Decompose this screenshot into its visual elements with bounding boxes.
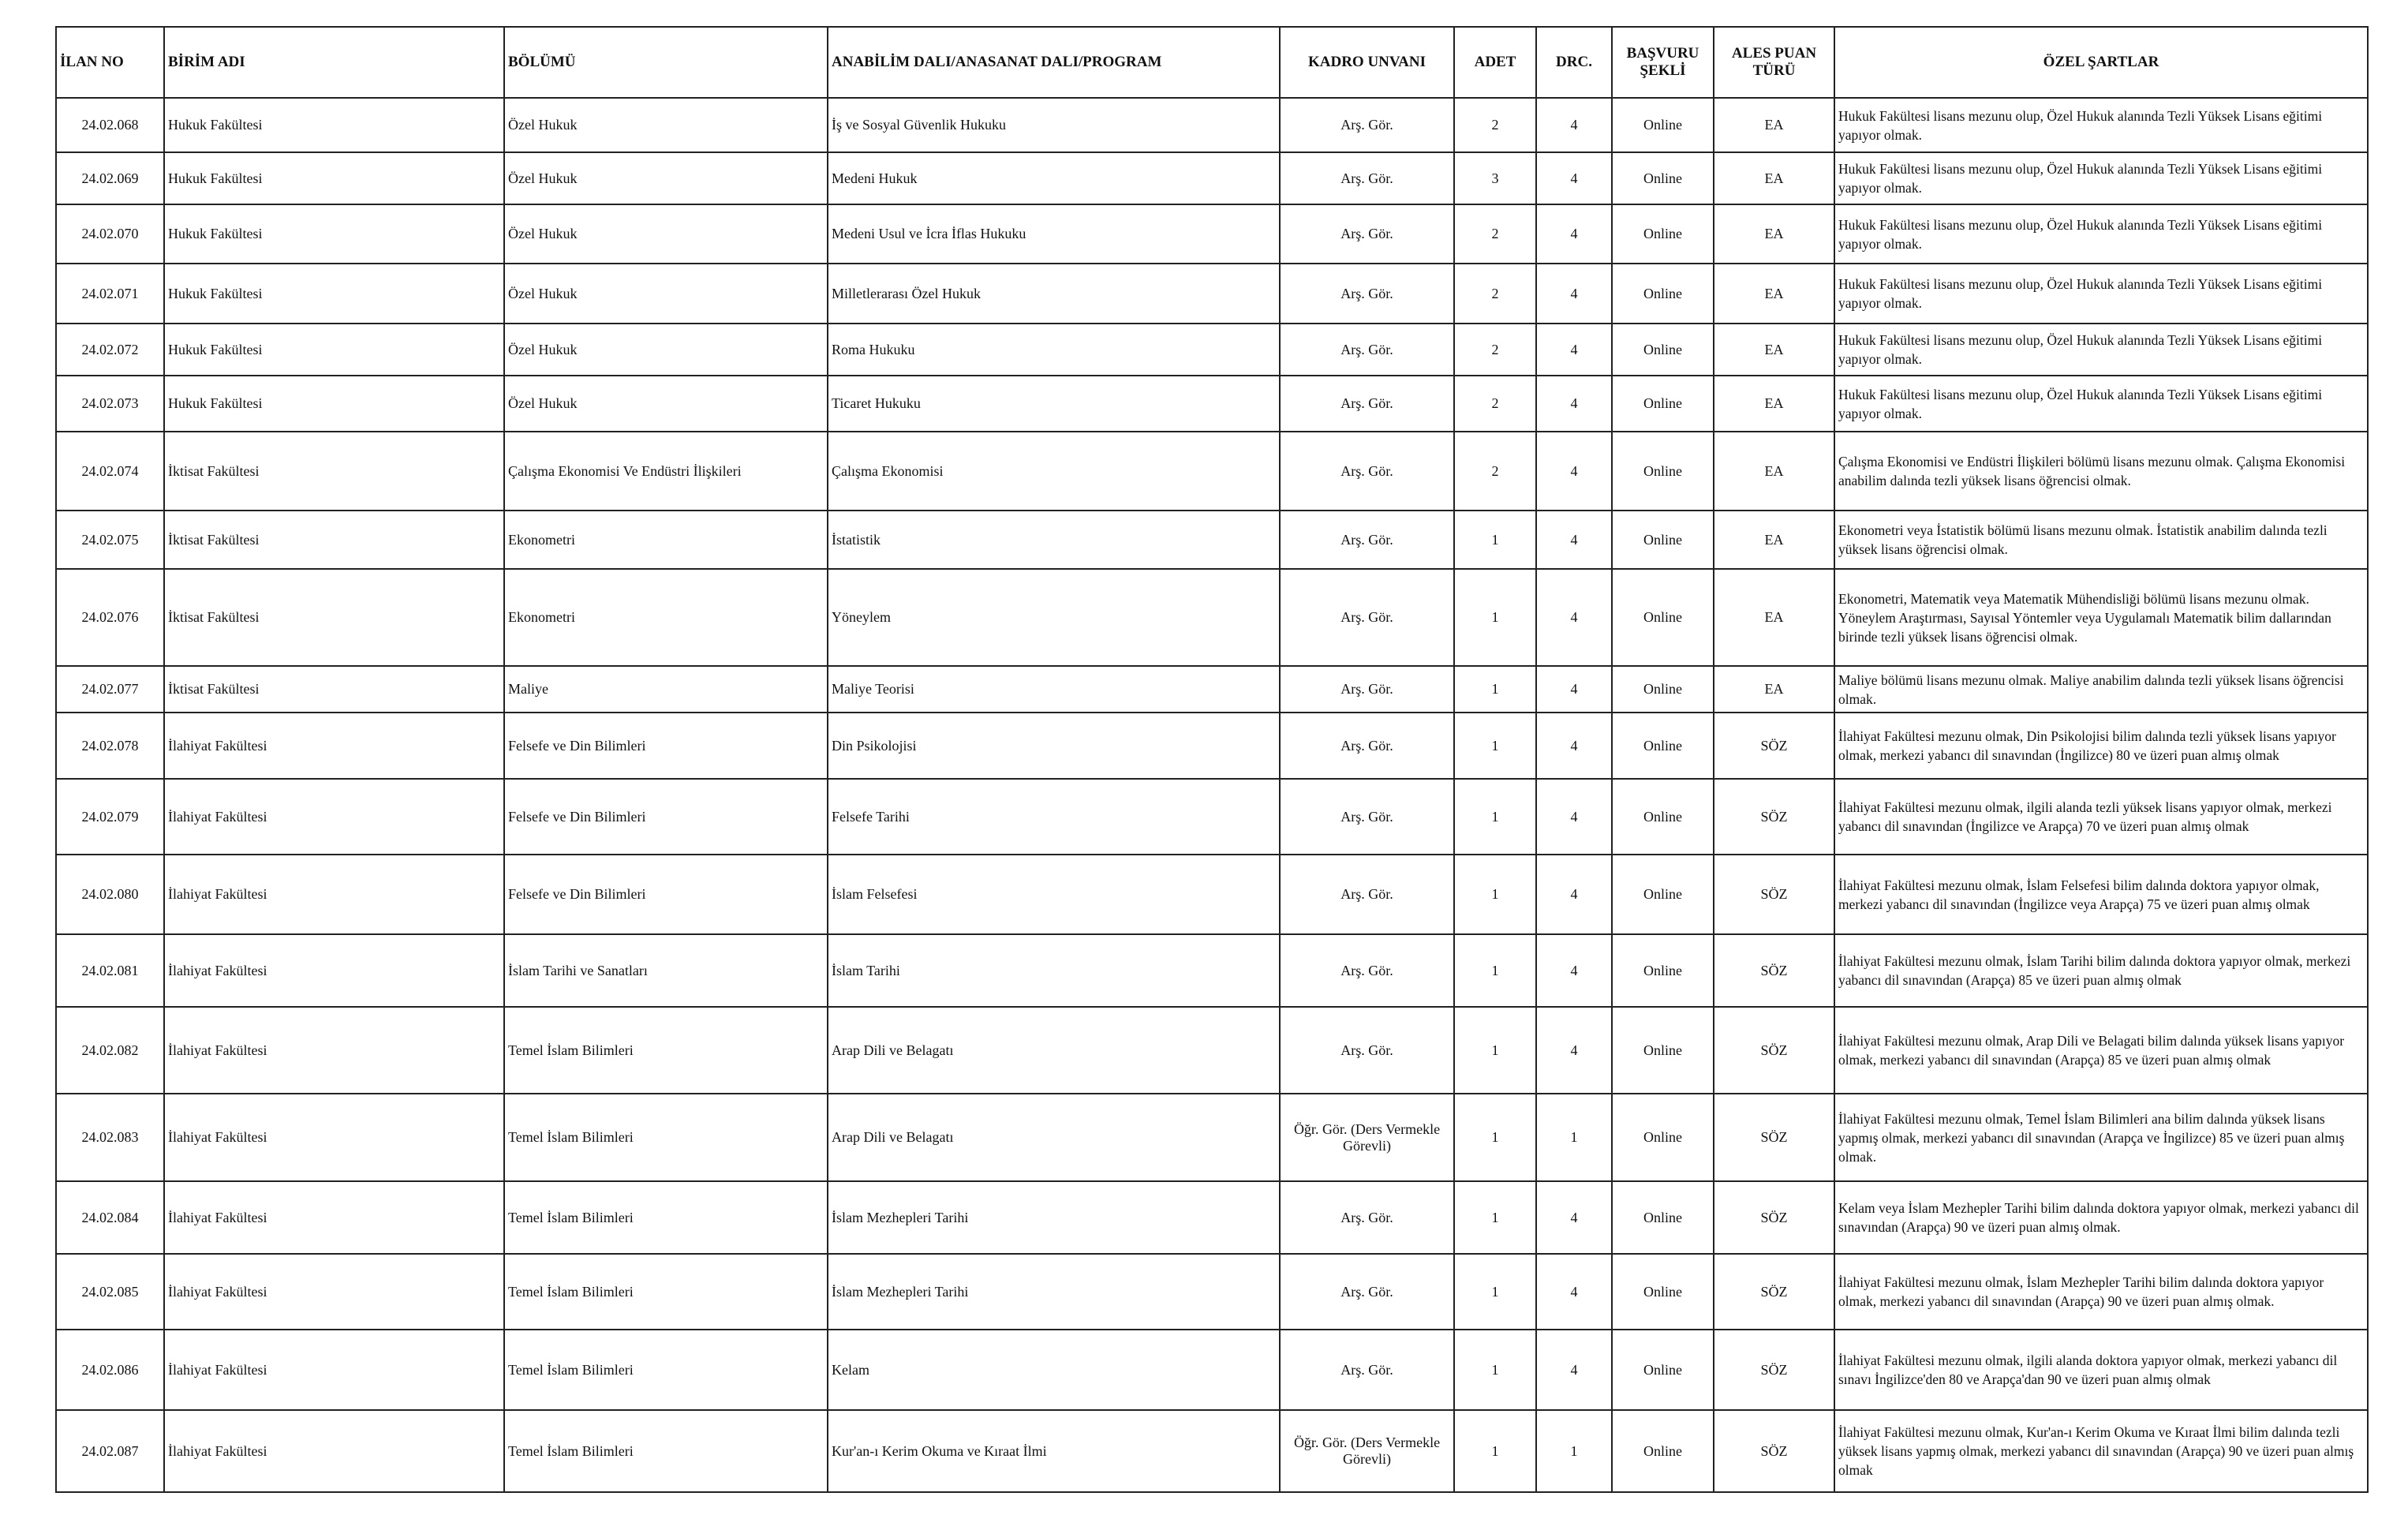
cell-ozel-sartlar: İlahiyat Fakültesi mezunu olmak, ilgili alanda tezli yüksek lisans yapıyor olmak, merkezi yabancı dil sınavından (İngilizce ve Arapça) 70 ve üzeri puan almış olmak (1834, 779, 2368, 855)
cell-ales-puan-turu: EA (1714, 204, 1834, 264)
cell-ilan-no: 24.02.074 (56, 432, 164, 511)
cell-ilan-no: 24.02.069 (56, 152, 164, 204)
cell-birim-adi: İktisat Fakültesi (164, 511, 504, 569)
cell-anabilim-dali: Din Psikolojisi (828, 713, 1280, 779)
cell-ozel-sartlar: İlahiyat Fakültesi mezunu olmak, Din Psikolojisi bilim dalında tezli yüksek lisans yapıyor olmak, merkezi yabancı dil sınavından (İngilizce) 80 ve üzeri puan almış olmak (1834, 713, 2368, 779)
cell-derece: 4 (1536, 569, 1612, 666)
cell-ozel-sartlar: İlahiyat Fakültesi mezunu olmak, Temel İslam Bilimleri ana bilim dalında yüksek lisans yapmış olmak, merkezi yabancı dil sınavından (Arapça ve İngilizce) 85 ve üzeri puan almış olmak. (1834, 1094, 2368, 1181)
cell-adet: 1 (1454, 1330, 1536, 1410)
header-birim-adi: BİRİM ADI (164, 27, 504, 98)
cell-derece: 4 (1536, 666, 1612, 713)
cell-birim-adi: İktisat Fakültesi (164, 666, 504, 713)
cell-adet: 1 (1454, 569, 1536, 666)
header-bolumu: BÖLÜMÜ (504, 27, 828, 98)
cell-birim-adi: Hukuk Fakültesi (164, 98, 504, 152)
cell-bolumu: Çalışma Ekonomisi Ve Endüstri İlişkileri (504, 432, 828, 511)
table-row (56, 666, 2368, 713)
cell-anabilim-dali: Roma Hukuku (828, 324, 1280, 376)
cell-ozel-sartlar: Ekonometri, Matematik veya Matematik Mühendisliği bölümü lisans mezunu olmak. Yöneylem Araştırması, Sayısal Yöntemler veya Uygulamalı Matematik bilim dallarından birinde tezli yüksek lisans öğrencisi olmak. (1834, 569, 2368, 666)
cell-derece: 4 (1536, 152, 1612, 204)
cell-ozel-sartlar: İlahiyat Fakültesi mezunu olmak, Arap Dili ve Belagati bilim dalında yüksek lisans yapıyor olmak, merkezi yabancı dil sınavından (Arapça) 85 ve üzeri puan almış olmak (1834, 1007, 2368, 1094)
cell-birim-adi: Hukuk Fakültesi (164, 324, 504, 376)
cell-birim-adi: İlahiyat Fakültesi (164, 934, 504, 1007)
cell-ozel-sartlar: Hukuk Fakültesi lisans mezunu olup, Özel Hukuk alanında Tezli Yüksek Lisans eğitimi yapıyor olmak. (1834, 376, 2368, 432)
cell-anabilim-dali: İş ve Sosyal Güvenlik Hukuku (828, 98, 1280, 152)
cell-ilan-no: 24.02.085 (56, 1254, 164, 1330)
cell-ales-puan-turu: SÖZ (1714, 1330, 1834, 1410)
cell-ales-puan-turu: EA (1714, 432, 1834, 511)
cell-kadro-unvani: Arş. Gör. (1280, 1181, 1454, 1254)
cell-bolumu: Felsefe ve Din Bilimleri (504, 855, 828, 934)
cell-derece: 4 (1536, 98, 1612, 152)
cell-basvuru-sekli: Online (1612, 713, 1714, 779)
cell-basvuru-sekli: Online (1612, 779, 1714, 855)
cell-kadro-unvani: Arş. Gör. (1280, 1007, 1454, 1094)
cell-bolumu: Ekonometri (504, 511, 828, 569)
cell-ales-puan-turu: EA (1714, 376, 1834, 432)
cell-kadro-unvani: Arş. Gör. (1280, 264, 1454, 324)
cell-kadro-unvani: Arş. Gör. (1280, 855, 1454, 934)
cell-birim-adi: Hukuk Fakültesi (164, 152, 504, 204)
cell-derece: 4 (1536, 432, 1612, 511)
cell-anabilim-dali: İstatistik (828, 511, 1280, 569)
cell-bolumu: Maliye (504, 666, 828, 713)
cell-derece: 4 (1536, 511, 1612, 569)
table-row (56, 324, 2368, 376)
cell-derece: 4 (1536, 324, 1612, 376)
cell-derece: 1 (1536, 1410, 1612, 1492)
header-adet: ADET (1454, 27, 1536, 98)
header-row (56, 27, 2368, 98)
cell-adet: 2 (1454, 376, 1536, 432)
cell-adet: 1 (1454, 1094, 1536, 1181)
cell-ales-puan-turu: SÖZ (1714, 1094, 1834, 1181)
cell-ilan-no: 24.02.073 (56, 376, 164, 432)
cell-basvuru-sekli: Online (1612, 152, 1714, 204)
table-row (56, 934, 2368, 1007)
cell-ilan-no: 24.02.076 (56, 569, 164, 666)
cell-ozel-sartlar: İlahiyat Fakültesi mezunu olmak, Kur'an-ı Kerim Okuma ve Kıraat İlmi bilim dalında tezli yüksek lisans yapmış olmak, merkezi yabancı dil sınavından (Arapça) 90 ve üzeri puan almış olmak (1834, 1410, 2368, 1492)
cell-kadro-unvani: Arş. Gör. (1280, 152, 1454, 204)
cell-derece: 4 (1536, 204, 1612, 264)
cell-derece: 4 (1536, 264, 1612, 324)
cell-anabilim-dali: Arap Dili ve Belagatı (828, 1094, 1280, 1181)
cell-adet: 1 (1454, 855, 1536, 934)
table-row (56, 1181, 2368, 1254)
cell-birim-adi: Hukuk Fakültesi (164, 204, 504, 264)
cell-ilan-no: 24.02.081 (56, 934, 164, 1007)
cell-bolumu: Felsefe ve Din Bilimleri (504, 713, 828, 779)
cell-ales-puan-turu: EA (1714, 152, 1834, 204)
cell-derece: 1 (1536, 1094, 1612, 1181)
cell-basvuru-sekli: Online (1612, 264, 1714, 324)
cell-bolumu: Temel İslam Bilimleri (504, 1094, 828, 1181)
cell-anabilim-dali: Arap Dili ve Belagatı (828, 1007, 1280, 1094)
cell-adet: 3 (1454, 152, 1536, 204)
table-row (56, 98, 2368, 152)
cell-basvuru-sekli: Online (1612, 855, 1714, 934)
cell-birim-adi: İlahiyat Fakültesi (164, 1254, 504, 1330)
cell-basvuru-sekli: Online (1612, 376, 1714, 432)
cell-ozel-sartlar: İlahiyat Fakültesi mezunu olmak, İslam Mezhepler Tarihi bilim dalında doktora yapıyor olmak, merkezi yabancı dil sınavından (Arapça) 90 ve üzeri puan almış olmak. (1834, 1254, 2368, 1330)
cell-kadro-unvani: Arş. Gör. (1280, 204, 1454, 264)
cell-ilan-no: 24.02.087 (56, 1410, 164, 1492)
cell-bolumu: Temel İslam Bilimleri (504, 1181, 828, 1254)
cell-kadro-unvani: Arş. Gör. (1280, 779, 1454, 855)
cell-derece: 4 (1536, 779, 1612, 855)
cell-bolumu: Ekonometri (504, 569, 828, 666)
cell-ilan-no: 24.02.075 (56, 511, 164, 569)
cell-ilan-no: 24.02.080 (56, 855, 164, 934)
cell-basvuru-sekli: Online (1612, 324, 1714, 376)
table-row (56, 511, 2368, 569)
table-row (56, 569, 2368, 666)
cell-bolumu: Özel Hukuk (504, 152, 828, 204)
cell-adet: 1 (1454, 1007, 1536, 1094)
cell-ales-puan-turu: SÖZ (1714, 779, 1834, 855)
cell-bolumu: Temel İslam Bilimleri (504, 1254, 828, 1330)
cell-anabilim-dali: Medeni Hukuk (828, 152, 1280, 204)
cell-basvuru-sekli: Online (1612, 432, 1714, 511)
cell-anabilim-dali: İslam Mezhepleri Tarihi (828, 1254, 1280, 1330)
cell-ozel-sartlar: İlahiyat Fakültesi mezunu olmak, ilgili alanda doktora yapıyor olmak, merkezi yabancı dil sınavı İngilizce'den 80 ve Arapça'dan 90 ve üzeri puan almış olmak (1834, 1330, 2368, 1410)
cell-basvuru-sekli: Online (1612, 204, 1714, 264)
cell-kadro-unvani: Arş. Gör. (1280, 1254, 1454, 1330)
cell-ilan-no: 24.02.082 (56, 1007, 164, 1094)
cell-ozel-sartlar: Maliye bölümü lisans mezunu olmak. Maliye anabilim dalında tezli yüksek lisans öğrencisi olmak. (1834, 666, 2368, 713)
cell-ales-puan-turu: EA (1714, 98, 1834, 152)
cell-derece: 4 (1536, 934, 1612, 1007)
cell-kadro-unvani: Arş. Gör. (1280, 569, 1454, 666)
cell-adet: 1 (1454, 1181, 1536, 1254)
cell-adet: 2 (1454, 204, 1536, 264)
cell-anabilim-dali: Yöneylem (828, 569, 1280, 666)
job-listing-table (55, 26, 2369, 1493)
table-row (56, 779, 2368, 855)
cell-anabilim-dali: Medeni Usul ve İcra İflas Hukuku (828, 204, 1280, 264)
cell-ales-puan-turu: SÖZ (1714, 1181, 1834, 1254)
cell-bolumu: Özel Hukuk (504, 204, 828, 264)
cell-ales-puan-turu: EA (1714, 666, 1834, 713)
cell-kadro-unvani: Öğr. Gör. (Ders Vermekle Görevli) (1280, 1094, 1454, 1181)
cell-birim-adi: İlahiyat Fakültesi (164, 779, 504, 855)
cell-ilan-no: 24.02.070 (56, 204, 164, 264)
cell-anabilim-dali: Kur'an-ı Kerim Okuma ve Kıraat İlmi (828, 1410, 1280, 1492)
cell-ales-puan-turu: EA (1714, 324, 1834, 376)
cell-ozel-sartlar: Çalışma Ekonomisi ve Endüstri İlişkileri bölümü lisans mezunu olmak. Çalışma Ekonomisi anabilim dalında tezli yüksek lisans öğrencisi olmak. (1834, 432, 2368, 511)
cell-birim-adi: İlahiyat Fakültesi (164, 1181, 504, 1254)
cell-ales-puan-turu: EA (1714, 264, 1834, 324)
cell-basvuru-sekli: Online (1612, 1254, 1714, 1330)
cell-ilan-no: 24.02.068 (56, 98, 164, 152)
cell-birim-adi: İlahiyat Fakültesi (164, 1007, 504, 1094)
cell-kadro-unvani: Arş. Gör. (1280, 98, 1454, 152)
table-row (56, 1007, 2368, 1094)
cell-ozel-sartlar: Kelam veya İslam Mezhepler Tarihi bilim dalında doktora yapıyor olmak, merkezi yabancı dil sınavından (Arapça) 90 ve üzeri puan almış olmak. (1834, 1181, 2368, 1254)
cell-ales-puan-turu: EA (1714, 511, 1834, 569)
table-row (56, 1094, 2368, 1181)
table-row (56, 264, 2368, 324)
cell-adet: 2 (1454, 324, 1536, 376)
header-ales-puan-turu: ALES PUAN TÜRÜ (1714, 27, 1834, 98)
table-row (56, 152, 2368, 204)
cell-kadro-unvani: Arş. Gör. (1280, 432, 1454, 511)
cell-derece: 4 (1536, 855, 1612, 934)
cell-bolumu: Özel Hukuk (504, 98, 828, 152)
cell-adet: 1 (1454, 934, 1536, 1007)
cell-ozel-sartlar: Hukuk Fakültesi lisans mezunu olup, Özel Hukuk alanında Tezli Yüksek Lisans eğitimi yapıyor olmak. (1834, 98, 2368, 152)
table-row (56, 1254, 2368, 1330)
cell-bolumu: Temel İslam Bilimleri (504, 1330, 828, 1410)
cell-basvuru-sekli: Online (1612, 934, 1714, 1007)
cell-birim-adi: İlahiyat Fakültesi (164, 713, 504, 779)
cell-kadro-unvani: Arş. Gör. (1280, 666, 1454, 713)
cell-anabilim-dali: Maliye Teorisi (828, 666, 1280, 713)
cell-ozel-sartlar: Ekonometri veya İstatistik bölümü lisans mezunu olmak. İstatistik anabilim dalında tezli yüksek lisans öğrencisi olmak. (1834, 511, 2368, 569)
cell-adet: 1 (1454, 1254, 1536, 1330)
cell-anabilim-dali: Milletlerarası Özel Hukuk (828, 264, 1280, 324)
cell-bolumu: Özel Hukuk (504, 376, 828, 432)
header-ozel-sartlar: ÖZEL ŞARTLAR (1834, 27, 2368, 98)
table-row (56, 204, 2368, 264)
cell-ales-puan-turu: SÖZ (1714, 934, 1834, 1007)
cell-derece: 4 (1536, 1254, 1612, 1330)
cell-bolumu: Temel İslam Bilimleri (504, 1007, 828, 1094)
cell-ilan-no: 24.02.078 (56, 713, 164, 779)
table-row (56, 1330, 2368, 1410)
cell-anabilim-dali: Felsefe Tarihi (828, 779, 1280, 855)
cell-ozel-sartlar: Hukuk Fakültesi lisans mezunu olup, Özel Hukuk alanında Tezli Yüksek Lisans eğitimi yapıyor olmak. (1834, 152, 2368, 204)
table-row (56, 713, 2368, 779)
cell-ales-puan-turu: SÖZ (1714, 1007, 1834, 1094)
cell-adet: 1 (1454, 713, 1536, 779)
cell-adet: 2 (1454, 98, 1536, 152)
cell-anabilim-dali: Çalışma Ekonomisi (828, 432, 1280, 511)
cell-ales-puan-turu: SÖZ (1714, 1410, 1834, 1492)
cell-basvuru-sekli: Online (1612, 1181, 1714, 1254)
cell-anabilim-dali: İslam Felsefesi (828, 855, 1280, 934)
cell-bolumu: Özel Hukuk (504, 264, 828, 324)
cell-kadro-unvani: Arş. Gör. (1280, 324, 1454, 376)
cell-basvuru-sekli: Online (1612, 569, 1714, 666)
header-ilan-no: İLAN NO (56, 27, 164, 98)
cell-derece: 4 (1536, 1181, 1612, 1254)
cell-ilan-no: 24.02.083 (56, 1094, 164, 1181)
cell-adet: 2 (1454, 432, 1536, 511)
cell-birim-adi: İktisat Fakültesi (164, 432, 504, 511)
cell-adet: 1 (1454, 511, 1536, 569)
header-anabilim-dali: ANABİLİM DALI/ANASANAT DALI/PROGRAM (828, 27, 1280, 98)
cell-ilan-no: 24.02.084 (56, 1181, 164, 1254)
table-row (56, 1410, 2368, 1492)
cell-anabilim-dali: Ticaret Hukuku (828, 376, 1280, 432)
cell-birim-adi: İlahiyat Fakültesi (164, 855, 504, 934)
cell-bolumu: Özel Hukuk (504, 324, 828, 376)
cell-bolumu: İslam Tarihi ve Sanatları (504, 934, 828, 1007)
table-row (56, 432, 2368, 511)
cell-ilan-no: 24.02.072 (56, 324, 164, 376)
cell-anabilim-dali: Kelam (828, 1330, 1280, 1410)
cell-ales-puan-turu: EA (1714, 569, 1834, 666)
table-row (56, 855, 2368, 934)
cell-ilan-no: 24.02.077 (56, 666, 164, 713)
cell-anabilim-dali: İslam Mezhepleri Tarihi (828, 1181, 1280, 1254)
cell-basvuru-sekli: Online (1612, 1330, 1714, 1410)
cell-ozel-sartlar: Hukuk Fakültesi lisans mezunu olup, Özel Hukuk alanında Tezli Yüksek Lisans eğitimi yapıyor olmak. (1834, 264, 2368, 324)
cell-ales-puan-turu: SÖZ (1714, 855, 1834, 934)
cell-birim-adi: Hukuk Fakültesi (164, 264, 504, 324)
cell-ozel-sartlar: Hukuk Fakültesi lisans mezunu olup, Özel Hukuk alanında Tezli Yüksek Lisans eğitimi yapıyor olmak. (1834, 204, 2368, 264)
cell-bolumu: Temel İslam Bilimleri (504, 1410, 828, 1492)
cell-ales-puan-turu: SÖZ (1714, 713, 1834, 779)
cell-ilan-no: 24.02.079 (56, 779, 164, 855)
cell-kadro-unvani: Arş. Gör. (1280, 713, 1454, 779)
cell-kadro-unvani: Arş. Gör. (1280, 934, 1454, 1007)
cell-adet: 1 (1454, 779, 1536, 855)
cell-adet: 1 (1454, 1410, 1536, 1492)
cell-basvuru-sekli: Online (1612, 666, 1714, 713)
cell-ozel-sartlar: İlahiyat Fakültesi mezunu olmak, İslam Felsefesi bilim dalında doktora yapıyor olmak, merkezi yabancı dil sınavından (İngilizce veya Arapça) 75 ve üzeri puan almış olmak (1834, 855, 2368, 934)
cell-bolumu: Felsefe ve Din Bilimleri (504, 779, 828, 855)
cell-derece: 4 (1536, 1330, 1612, 1410)
cell-basvuru-sekli: Online (1612, 1410, 1714, 1492)
cell-ales-puan-turu: SÖZ (1714, 1254, 1834, 1330)
cell-birim-adi: İlahiyat Fakültesi (164, 1330, 504, 1410)
cell-kadro-unvani: Arş. Gör. (1280, 376, 1454, 432)
cell-derece: 4 (1536, 376, 1612, 432)
cell-birim-adi: İlahiyat Fakültesi (164, 1410, 504, 1492)
header-derece: DRC. (1536, 27, 1612, 98)
cell-ozel-sartlar: Hukuk Fakültesi lisans mezunu olup, Özel Hukuk alanında Tezli Yüksek Lisans eğitimi yapıyor olmak. (1834, 324, 2368, 376)
cell-kadro-unvani: Arş. Gör. (1280, 511, 1454, 569)
cell-basvuru-sekli: Online (1612, 1007, 1714, 1094)
cell-adet: 2 (1454, 264, 1536, 324)
cell-anabilim-dali: İslam Tarihi (828, 934, 1280, 1007)
cell-ilan-no: 24.02.071 (56, 264, 164, 324)
cell-kadro-unvani: Arş. Gör. (1280, 1330, 1454, 1410)
cell-derece: 4 (1536, 713, 1612, 779)
cell-birim-adi: Hukuk Fakültesi (164, 376, 504, 432)
cell-adet: 1 (1454, 666, 1536, 713)
cell-basvuru-sekli: Online (1612, 511, 1714, 569)
cell-birim-adi: İktisat Fakültesi (164, 569, 504, 666)
cell-basvuru-sekli: Online (1612, 1094, 1714, 1181)
cell-derece: 4 (1536, 1007, 1612, 1094)
cell-kadro-unvani: Öğr. Gör. (Ders Vermekle Görevli) (1280, 1410, 1454, 1492)
table-row (56, 376, 2368, 432)
header-kadro-unvani: KADRO UNVANI (1280, 27, 1454, 98)
cell-ilan-no: 24.02.086 (56, 1330, 164, 1410)
cell-ozel-sartlar: İlahiyat Fakültesi mezunu olmak, İslam Tarihi bilim dalında doktora yapıyor olmak, merkezi yabancı dil sınavından (Arapça) 85 ve üzeri puan almış olmak (1834, 934, 2368, 1007)
cell-birim-adi: İlahiyat Fakültesi (164, 1094, 504, 1181)
cell-basvuru-sekli: Online (1612, 98, 1714, 152)
header-basvuru-sekli: BAŞVURU ŞEKLİ (1612, 27, 1714, 98)
